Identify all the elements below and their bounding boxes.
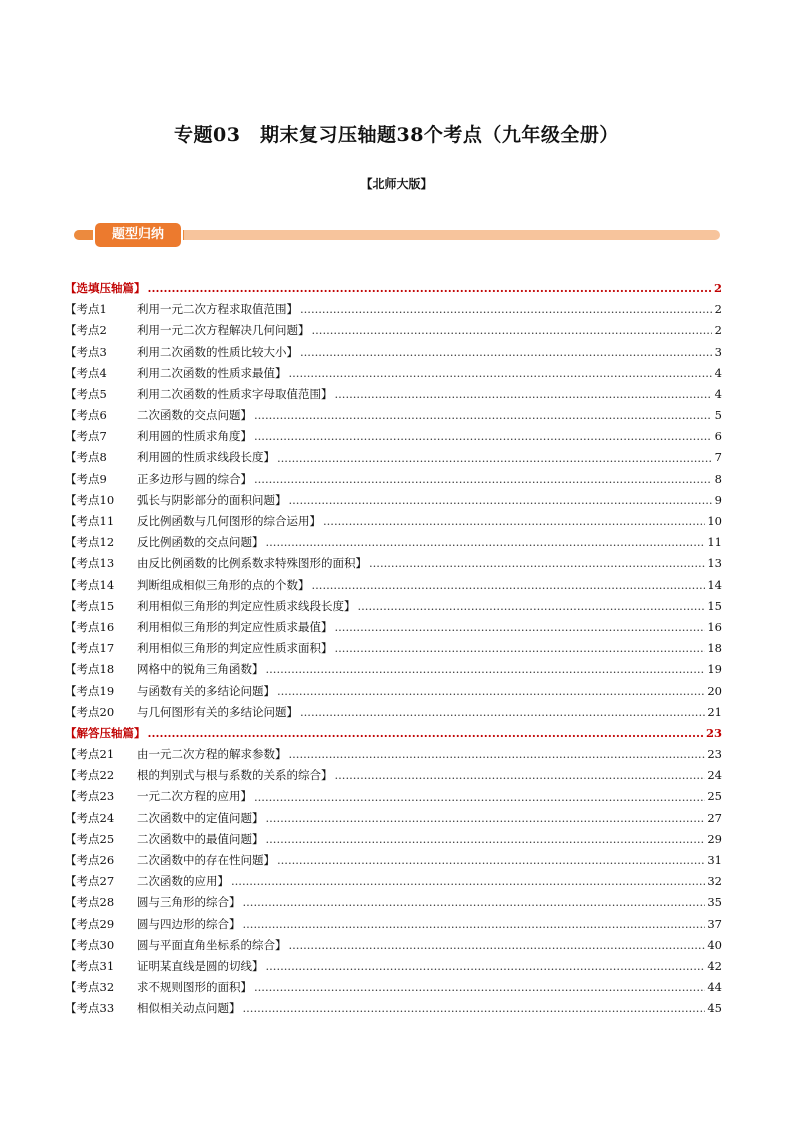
toc-leader-dots [254,405,712,426]
toc-leader-dots [254,787,705,808]
toc-item-row[interactable] [65,575,722,596]
toc-page-number: 11 [707,535,722,550]
toc-item-number: 【考点19 [65,683,115,698]
toc-item-number: 【考点22 [65,768,115,783]
toc-item-number: 【考点2 [65,323,107,338]
toc-item-label [65,871,229,892]
toc-item-row[interactable] [65,638,722,659]
toc-item-text: 正多边形与圆的综合】 [137,471,252,486]
toc-item-label [65,384,333,405]
toc-page-number: 20 [707,683,722,698]
toc-page-number: 5 [714,408,722,423]
toc-leader-dots [289,363,713,384]
toc-item-row[interactable] [65,363,722,384]
toc-page-number: 25 [707,789,722,804]
toc-item-number: 【考点14 [65,577,115,592]
toc-item-label [65,532,264,553]
toc-item-text: 利用二次函数的性质比较大小】 [137,344,298,359]
toc-item-row[interactable] [65,553,722,574]
toc-item-label [65,681,275,702]
toc-page-number: 23 [705,725,722,740]
toc-page-number: 18 [707,641,722,656]
toc-item-text: 由反比例函数的比例系数求特殊图形的面积】 [137,556,367,571]
toc-item-number: 【考点4 [65,365,107,380]
toc-item-text: 利用相似三角形的判定应性质求最值】 [137,619,333,634]
toc-item-label [65,765,333,786]
toc-item-row[interactable] [65,935,722,956]
toc-leader-dots [254,469,712,490]
toc-page-number: 13 [707,556,722,571]
toc-item-text: 利用圆的性质求角度】 [137,429,252,444]
toc-page-number: 3 [714,344,722,359]
toc-item-row[interactable] [65,448,722,469]
toc-leader-dots [300,299,712,320]
toc-item-text: 利用一元二次方程解决几何问题】 [137,323,310,338]
banner-label: 题型归纳 [93,221,183,249]
toc-leader-dots [277,681,705,702]
document-title: 专题03 期末复习压轴题38个考点（九年级全册） [174,124,619,146]
toc-item-text: 判断组成相似三角形的点的个数】 [137,577,310,592]
toc-item-label [65,596,356,617]
toc-item-label [65,469,252,490]
toc-leader-dots [266,659,706,680]
toc-leader-dots [335,765,706,786]
toc-item-text: 利用二次函数的性质求字母取值范围】 [137,386,333,401]
toc-item-label [65,702,298,723]
toc-item-row[interactable] [65,787,722,808]
toc-item-number: 【考点31 [65,958,115,973]
toc-page-number: 42 [707,958,722,973]
toc-leader-dots [277,448,712,469]
toc-item-text: 证明某直线是圆的切线】 [137,958,264,973]
toc-item-row[interactable] [65,977,722,998]
toc-item-label [65,490,287,511]
toc-item-number: 【考点18 [65,662,115,677]
toc-leader-dots [358,596,706,617]
toc-item-label [65,426,252,447]
toc-leader-dots [243,998,706,1019]
toc-page-number: 4 [714,386,722,401]
toc-item-text: 利用一元二次方程求取值范围】 [137,302,298,317]
toc-item-row[interactable] [65,532,722,553]
toc-item-label [65,956,264,977]
toc-item-text: 与函数有关的多结论问题】 [137,683,275,698]
toc-leader-dots [300,342,712,363]
toc-item-number: 【考点28 [65,895,115,910]
toc-item-number: 【考点5 [65,386,107,401]
toc-item-row[interactable] [65,892,722,913]
toc-leader-dots [266,829,706,850]
toc-item-text: 利用二次函数的性质求最值】 [137,365,287,380]
toc-leader-dots [289,490,713,511]
toc-item-label [65,744,287,765]
toc-item-row[interactable] [65,765,722,786]
toc-item-row[interactable] [65,808,722,829]
toc-page-number: 44 [707,980,722,995]
toc-page-number: 2 [714,323,722,338]
toc-leader-dots [243,914,706,935]
toc-item-number: 【考点30 [65,937,115,952]
toc-item-text: 由一元二次方程的解求参数】 [137,747,287,762]
toc-item-number: 【考点21 [65,747,115,762]
toc-leader-dots [289,744,706,765]
toc-page-number: 2 [713,280,722,295]
toc-page-number: 7 [714,450,722,465]
toc-item-label [65,553,367,574]
toc-item-label [65,638,333,659]
toc-item-number: 【考点11 [65,514,115,529]
toc-item-text: 圆与四边形的综合】 [137,916,241,931]
toc-item-label [65,850,275,871]
toc-section-row[interactable] [65,723,722,744]
toc-page-number: 21 [707,704,722,719]
toc-item-row[interactable] [65,299,722,320]
toc-item-text: 二次函数的应用】 [137,874,229,889]
toc-item-text: 反比例函数的交点问题】 [137,535,264,550]
table-of-contents [65,278,722,1020]
toc-item-text: 二次函数中的最值问题】 [137,831,264,846]
toc-item-label [65,914,241,935]
toc-leader-dots [323,511,705,532]
toc-item-text: 二次函数的交点问题】 [137,408,252,423]
toc-item-label [65,320,310,341]
toc-leader-dots [243,892,706,913]
toc-section-label: 【解答压轴篇】 [65,725,146,740]
toc-page-number: 27 [707,810,722,825]
toc-leader-dots [312,575,706,596]
toc-item-label [65,617,333,638]
toc-leader-dots [266,532,706,553]
toc-item-text: 圆与平面直角坐标系的综合】 [137,937,287,952]
toc-item-number: 【考点1 [65,302,107,317]
toc-page-number: 37 [707,916,722,931]
toc-leader-dots [312,320,713,341]
toc-page-number: 15 [707,598,722,613]
toc-item-label [65,892,241,913]
toc-leader-dots [148,723,704,744]
toc-item-label [65,935,287,956]
toc-item-text: 弧长与阴影部分的面积问题】 [137,492,287,507]
toc-item-row[interactable] [65,998,722,1019]
toc-leader-dots [148,278,712,299]
toc-item-row[interactable] [65,596,722,617]
toc-leader-dots [289,935,706,956]
toc-item-text: 根的判别式与根与系数的关系的综合】 [137,768,333,783]
toc-section-label: 【选填压轴篇】 [65,280,146,295]
toc-item-row[interactable] [65,405,722,426]
toc-item-label [65,299,298,320]
toc-page-number: 4 [714,365,722,380]
section-banner [74,221,720,249]
toc-item-text: 相似相关动点问题】 [137,1001,241,1016]
toc-item-number: 【考点15 [65,598,115,613]
toc-item-row[interactable] [65,384,722,405]
toc-item-row[interactable] [65,659,722,680]
toc-item-number: 【考点12 [65,535,115,550]
toc-item-text: 二次函数中的存在性问题】 [137,853,275,868]
toc-item-label [65,511,321,532]
toc-item-text: 二次函数中的定值问题】 [137,810,264,825]
toc-item-row[interactable] [65,829,722,850]
toc-item-label [65,786,252,807]
toc-item-number: 【考点6 [65,408,107,423]
toc-page-number: 31 [707,853,722,868]
toc-item-row[interactable] [65,850,722,871]
toc-item-number: 【考点9 [65,471,107,486]
toc-item-row[interactable] [65,702,722,723]
toc-leader-dots [335,638,706,659]
toc-item-label [65,342,298,363]
toc-section-row[interactable] [65,278,722,299]
toc-item-row[interactable] [65,426,722,447]
toc-item-label [65,575,310,596]
toc-page-number: 32 [707,874,722,889]
toc-item-number: 【考点27 [65,874,115,889]
toc-leader-dots [335,617,706,638]
toc-page-number: 29 [707,831,722,846]
toc-item-row[interactable] [65,490,722,511]
toc-item-number: 【考点23 [65,789,115,804]
toc-leader-dots [369,553,705,574]
toc-item-number: 【考点16 [65,619,115,634]
toc-page-number: 23 [707,747,722,762]
toc-item-number: 【考点24 [65,810,115,825]
toc-page-number: 40 [707,937,722,952]
toc-item-row[interactable] [65,956,722,977]
toc-item-row[interactable] [65,617,722,638]
toc-item-label [65,977,252,998]
toc-item-label [65,808,264,829]
toc-item-label [65,829,264,850]
toc-leader-dots [254,977,705,998]
toc-item-text: 反比例函数与几何图形的综合运用】 [137,514,321,529]
toc-page-number: 2 [714,302,722,317]
toc-item-label [65,363,287,384]
toc-page-number: 14 [707,577,722,592]
toc-item-row[interactable] [65,469,722,490]
toc-page-number: 6 [714,429,722,444]
toc-page-number: 24 [707,768,722,783]
toc-item-number: 【考点7 [65,429,107,444]
toc-item-row[interactable] [65,320,722,341]
toc-page-number: 19 [707,662,722,677]
toc-leader-dots [300,702,705,723]
toc-item-row[interactable] [65,342,722,363]
toc-item-number: 【考点20 [65,704,115,719]
toc-leader-dots [266,808,706,829]
toc-leader-dots [231,871,705,892]
toc-item-number: 【考点10 [65,492,115,507]
toc-item-number: 【考点29 [65,916,115,931]
toc-item-number: 【考点25 [65,831,115,846]
toc-item-text: 圆与三角形的综合】 [137,895,241,910]
toc-page-number: 45 [707,1001,722,1016]
toc-item-row[interactable] [65,914,722,935]
toc-item-text: 利用相似三角形的判定应性质求线段长度】 [137,598,356,613]
toc-page-number: 16 [707,619,722,634]
toc-item-text: 一元二次方程的应用】 [137,789,252,804]
edition-label: 【北师大版】 [360,177,433,191]
toc-item-label [65,659,264,680]
toc-item-number: 【考点13 [65,556,115,571]
toc-leader-dots [254,426,712,447]
toc-item-number: 【考点26 [65,853,115,868]
toc-page-number: 35 [707,895,722,910]
toc-item-number: 【考点33 [65,1001,115,1016]
toc-item-label [65,405,252,426]
toc-leader-dots [335,384,713,405]
toc-leader-dots [277,850,705,871]
toc-item-text: 与几何图形有关的多结论问题】 [137,704,298,719]
toc-item-number: 【考点17 [65,641,115,656]
toc-page-number: 8 [714,471,722,486]
toc-page-number: 10 [707,514,722,529]
toc-item-text: 网格中的锐角三角函数】 [137,662,264,677]
toc-item-number: 【考点8 [65,450,107,465]
toc-item-number: 【考点3 [65,344,107,359]
toc-item-label [65,998,241,1019]
toc-item-text: 利用相似三角形的判定应性质求面积】 [137,641,333,656]
toc-item-label [65,447,275,468]
toc-leader-dots [266,956,706,977]
toc-item-number: 【考点32 [65,980,115,995]
toc-item-row[interactable] [65,511,722,532]
toc-item-text: 求不规则图形的面积】 [137,980,252,995]
toc-page-number: 9 [714,492,722,507]
toc-item-text: 利用圆的性质求线段长度】 [137,450,275,465]
toc-item-row[interactable] [65,871,722,892]
toc-item-row[interactable] [65,681,722,702]
toc-item-row[interactable] [65,744,722,765]
